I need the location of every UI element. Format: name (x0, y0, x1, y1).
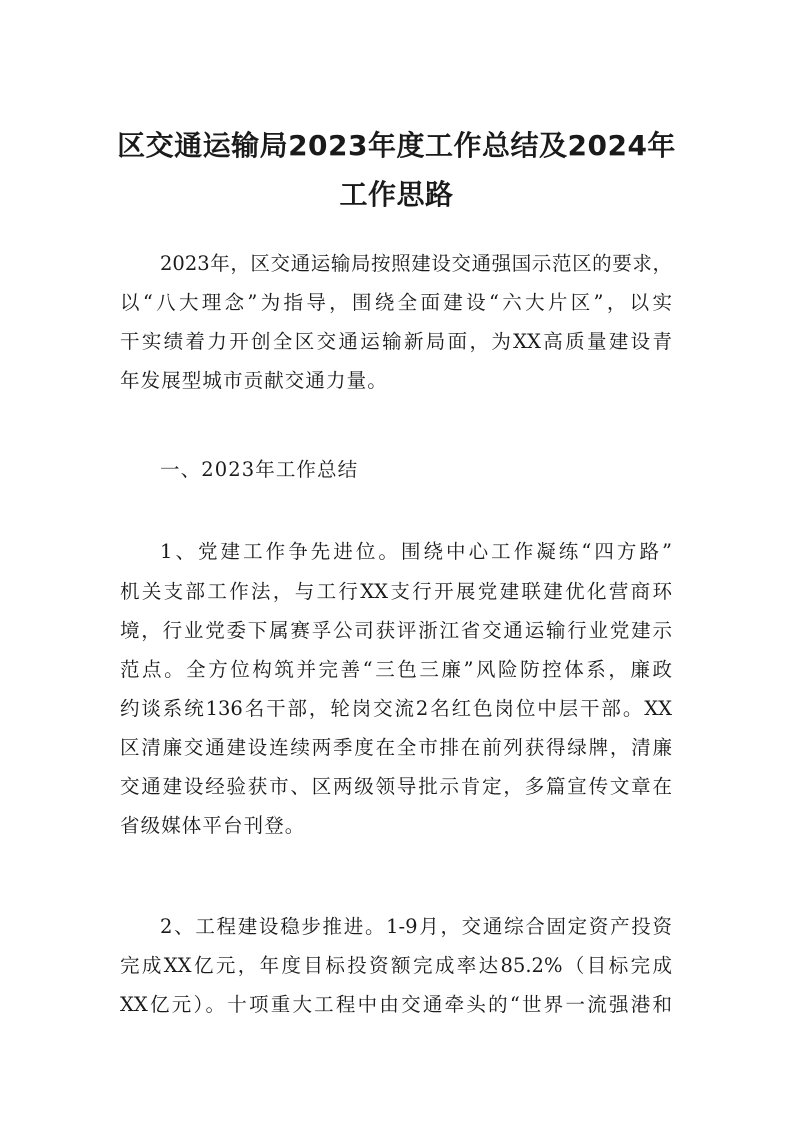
section-heading: 一、2023年工作总结 (160, 458, 359, 481)
item1-line-6: 区清廉交通建设连续两季度在全市排在前列获得绿牌，清廉 (120, 736, 672, 759)
title-line-2: 工作思路 (339, 178, 454, 211)
item1-line-7: 交通建设经验获市、区两级领导批示肯定，多篇宣传文章在 (120, 775, 672, 798)
item1-line-5: 约谈系统136名干部，轮岗交流2名红色岗位中层干部。XX (120, 697, 672, 720)
item1-line-8: 省级媒体平台刊登。 (120, 814, 306, 837)
item1-line-4: 范点。全方位构筑并完善“三色三廉”风险防控体系，廉政 (120, 658, 672, 681)
item2-line-2: 完成XX亿元，年度目标投资额完成率达85.2%（目标完成 (120, 954, 672, 977)
item1-line-3: 境，行业党委下属赛孚公司获评浙江省交通运输行业党建示 (120, 619, 672, 642)
intro-line-4: 年发展型城市贡献交通力量。 (120, 369, 388, 392)
item1-line-1: 1、党建工作争先进位。围绕中心工作凝练“四方路” (160, 540, 672, 563)
intro-line-3: 干实绩着力开创全区交通运输新局面，为XX高质量建设青 (120, 330, 672, 353)
title-line-1: 区交通运输局2023年度工作总结及2024年 (117, 129, 676, 162)
item2-line-3: XX亿元）。十项重大工程中由交通牵头的“世界一流强港和 (120, 993, 672, 1016)
intro-line-2: 以“八大理念”为指导，围绕全面建设“六大片区”，以实 (120, 291, 672, 314)
item1-line-2: 机关支部工作法，与工行XX支行开展党建联建优化营商环 (120, 580, 672, 603)
item2-line-1: 2、工程建设稳步推进。1-9月，交通综合固定资产投资 (160, 915, 672, 938)
intro-line-1: 2023年，区交通运输局按照建设交通强国示范区的要求， (160, 252, 672, 275)
document-title (100, 121, 693, 219)
